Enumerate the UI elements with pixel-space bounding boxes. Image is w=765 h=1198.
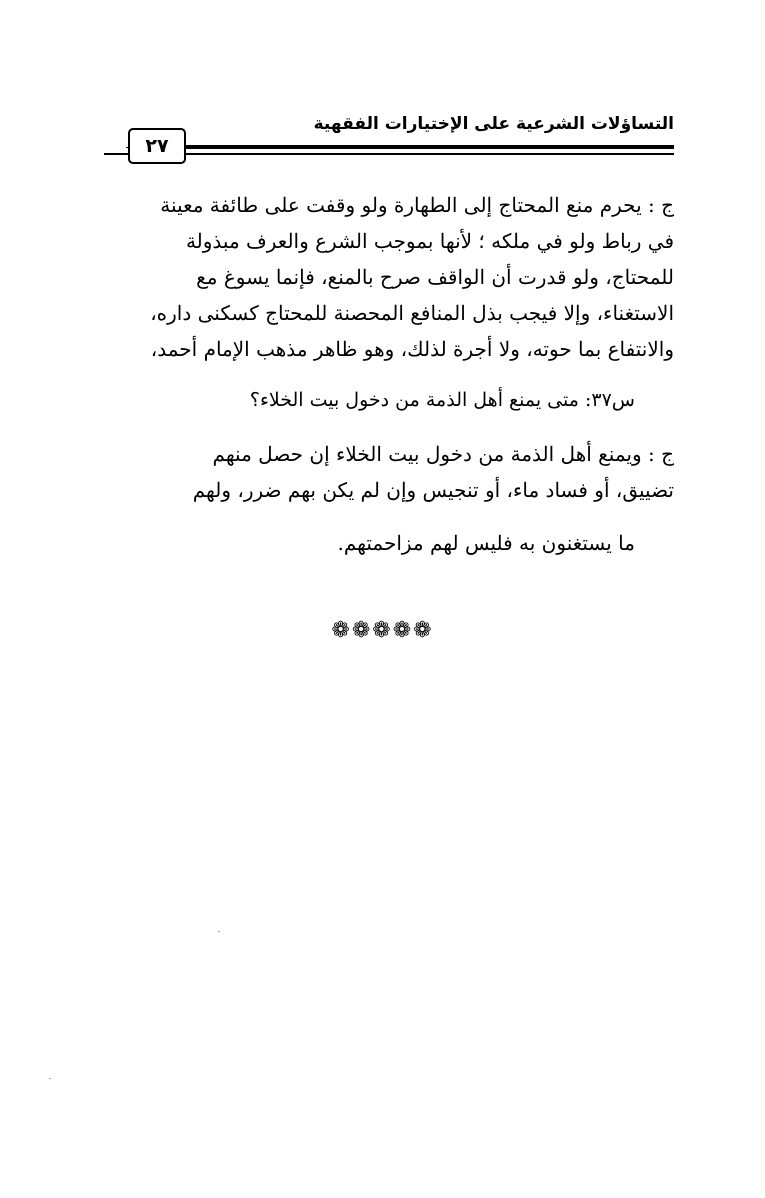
text-line: ج : يحرم منع المحتاج إلى الطهارة ولو وقفت على طائفة معينة (160, 193, 674, 217)
scan-speck (49, 1078, 51, 1079)
answer-paragraph-2 (104, 436, 674, 508)
text-line: تضييق، أو فساد ماء، أو تنجيس وإن لم يكن بهم ضرر، ولهم (192, 478, 674, 502)
book-title: التساؤلات الشرعية على الإختيارات الفقهية (313, 114, 674, 134)
page-number: ٢٧ (128, 128, 186, 164)
answer-paragraph-2-last-line: ما يستغنون به فليس لهم مزاحمتهم. (337, 531, 635, 555)
text-line: للمحتاج، ولو قدرت أن الواقف صرح بالمنع، فإنما يسوغ مع (196, 265, 674, 289)
answer-paragraph-1 (104, 187, 674, 367)
text-line: ج : ويمنع أهل الذمة من دخول بيت الخلاء إن حصل منهم (212, 442, 674, 466)
section-end-ornament: ❁❁❁❁❁ (331, 618, 434, 643)
question-37: س٣٧: متى يمنع أهل الذمة من دخول بيت الخلاء؟ (249, 389, 635, 411)
header-rule-thick (184, 145, 674, 149)
text-line: الاستغناء، وإلا فيجب بذل المنافع المحصنة للمحتاج كسكنى داره، (150, 301, 674, 325)
running-header (104, 108, 674, 158)
text-line: والانتفاع بما حوته، ولا أجرة لذلك، وهو ظاهر مذهب الإمام أحمد، (150, 337, 674, 361)
header-rule-thin (104, 153, 674, 155)
scan-speck (218, 931, 220, 932)
text-line: في رباط ولو في ملكه ؛ لأنها بموجب الشرع والعرف مبذولة (185, 229, 674, 253)
